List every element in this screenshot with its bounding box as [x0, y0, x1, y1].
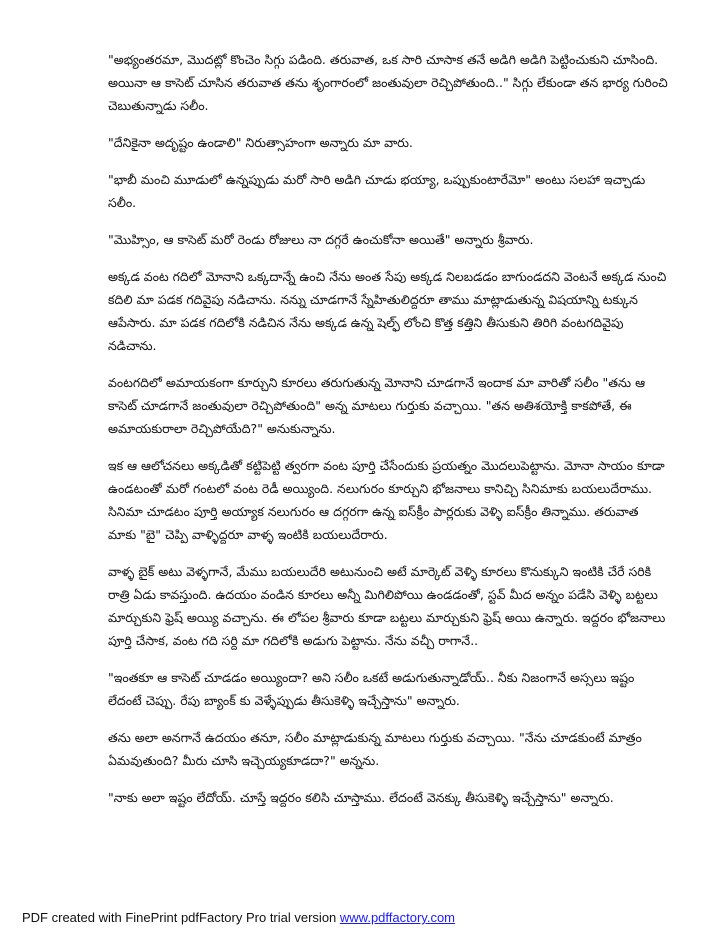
document-body — [108, 48, 668, 823]
footer-link[interactable]: www.pdffactory.com — [339, 910, 456, 925]
footer-text: PDF created with FinePrint pdfFactory Pro trial version — [22, 910, 340, 925]
paragraph-8: వాళ్ళ బైక్ అటు వెళ్ళగానే, మేము బయలుదేరి అటునుంచి అటే మార్కెట్ వెళ్ళి కూరలు కొనుక్కుని ఇంటికి చేరే సరికి రాత్రి ఏడు కావస్తుంది. ఉదయం వండిన కూరలు అన్నీ మిగిలిపోయి ఉండడంతో, స్టవ్ మీద అన్నం పడేసి వెళ్ళి బట్టలు మార్చుకుని ఫ్రెష్ అయ్యి వచ్చాను. ఈ లోపల శ్రీవారు కూడా బట్టలు మార్చుకుని ఫ్రెష్ అయి ఉన్నారు. ఇద్దరం భోజనాలు పూర్తి చేసాక, వంట గది సర్ది మా గదిలోకి అడుగు పెట్టాను. నేను వచ్చీ రాగానే.. — [108, 564, 666, 648]
paragraph-10: తను అలా అనగానే ఉదయం తనూ, సలీం మాట్లాడుకున్న మాటలు గుర్తుకు వచ్చాయి. "నేను చూడకుంటే మాత్రం ఏమవుతుంది? మీరు చూసి ఇచ్చెయ్యకూడదా?" అన్నను. — [108, 730, 642, 768]
paragraph-9: "ఇంతకూ ఆ కాసెట్ చూడడం అయ్యిందా? అని సలీం ఒకటే అడుగుతున్నాడోయ్.. నీకు నిజంగానే అస్సలు ఇష్టం లేదంటే చెప్పు. రేపు బ్యాంక్ కు వెళ్ళేప్పుడు తీసుకెళ్ళి ఇచ్చేస్తాను" అన్నారు. — [108, 670, 635, 708]
paragraph-1: "అభ్యంతరమా, మొదట్లో కొంచెం సిగ్గు పడింది. తరువాత, ఒక సారి చూసాక తనే అడిగి అడిగి పెట్టించుకుని చూసింది. అయినా ఆ కాసెట్ చూసిన తరువాత తను శృంగారంలో జంతువులా రెచ్చిపోతుంది.." సిగ్గు లేకుండా తన భార్య గురించి చెబుతున్నాడు సలీం. — [108, 52, 668, 113]
paragraph-4: "మొహ్సిం, ఆ కాసెట్ మరో రెండు రోజులు నా దగ్గరే ఉంచుకోనా అయితే" అన్నారు శ్రీవారు. — [108, 232, 534, 247]
paragraph-11: "నాకు అలా ఇష్టం లేదోయ్. చూస్తే ఇద్దరం కలిసి చూస్తాము. లేదంటే వెనక్కు తీసుకెళ్ళి ఇచ్చేస్తాను" అన్నారు. — [108, 790, 614, 805]
paragraph-5: అక్కడ వంట గదిలో మోనాని ఒక్కదాన్నే ఉంచి నేను అంత సేపు అక్కడ నిలబడడం బాగుండదని వెంటనే అక్కడ నుంచి కదిలి మా పడక గదివైపు నడిచాను. నన్ను చూడగానే స్నేహితులిద్దరూ తాము మాట్లాడుతున్న విషయాన్ని టక్కున ఆపేసారు. మా పడక గదిలోకి నడిచిన నేను అక్కడ ఉన్న షెల్ఫ్ లోంచి కొత్త కత్తిని తీసుకుని తిరిగి వంటగదివైపు నడిచాను. — [108, 269, 667, 353]
pdf-footer — [22, 910, 455, 925]
paragraph-6: వంటగదిలో అమాయకంగా కూర్చుని కూరలు తరుగుతున్న మోనాని చూడగానే ఇందాక మా వారితో సలీం "తను ఆ కాసెట్ చూడగానే జంతువులా రెచ్చిపోతుంది" అన్న మాటలు గుర్తుకు వచ్చాయి. "తన అతిశయోక్తి కాకపోతే, ఈ అమాయకురాలా రెచ్చిపోయేది?" అనుకున్నాను. — [108, 375, 646, 436]
paragraph-2: "దేనికైనా అదృష్టం ఉండాలి" నిరుత్సాహంగా అన్నారు మా వారు. — [108, 135, 413, 150]
paragraph-7: ఇక ఆ ఆలోచనలు అక్కడితో కట్టిపెట్టి త్వరగా వంట పూర్తి చేసేందుకు ప్రయత్నం మొదలుపెట్టాను. మోనా సాయం కూడా ఉండటంతో మరో గంటలో వంట రెడీ అయ్యింది. నలుగురం కూర్చుని భోజనాలు కానిచ్చి సినిమాకు బయలుదేరాము. సినిమా చూడటం పూర్తి అయ్యాక నలుగురం ఆ దగ్గరగా ఉన్న ఐస్‌క్రీం పార్లరుకు వెళ్ళి ఐస్‌క్రీం తిన్నాము. తరువాత మాకు "బై" చెప్పి వాళ్ళిద్దరూ వాళ్ళ ఇంటికి బయలుదేరారు. — [108, 458, 665, 542]
paragraph-3: "భాబీ మంచి మూడులో ఉన్నప్పుడు మరో సారి అడిగి చూడు భయ్యా, ఒప్పుకుంటారేమో" అంటు సలహా ఇచ్చాడు సలీం. — [108, 172, 646, 210]
